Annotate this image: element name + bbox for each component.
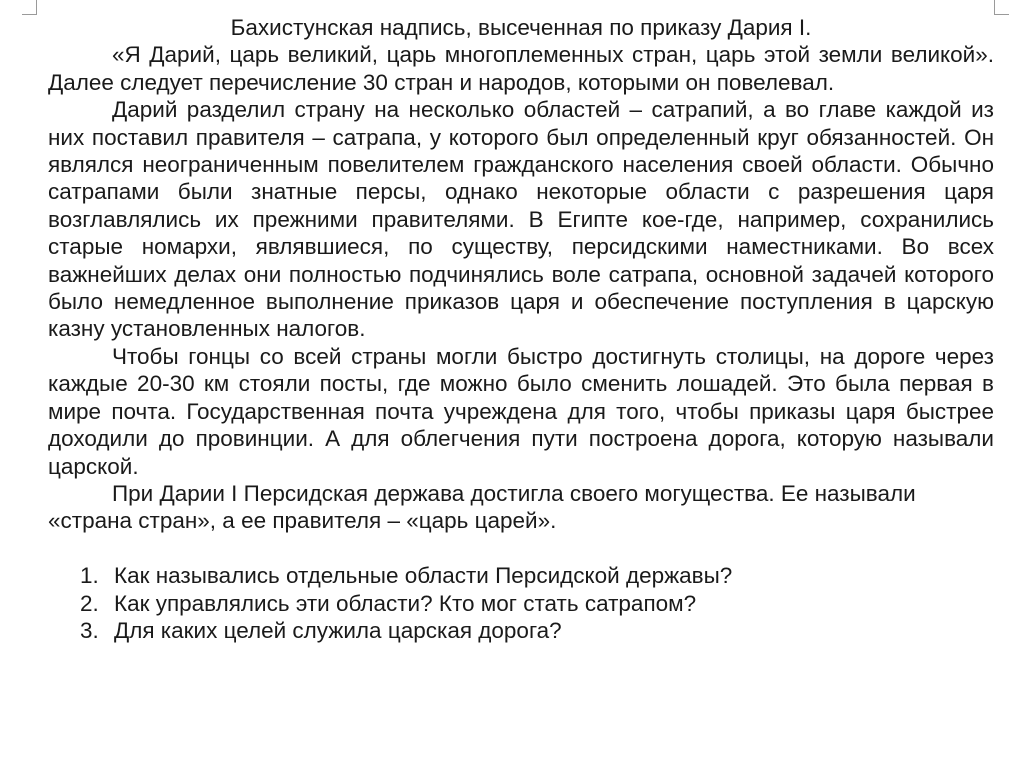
question-text: Для каких целей служила царская дорога? <box>114 617 562 643</box>
document-title: Бахистунская надпись, высеченная по приказу Дария I. <box>230 15 812 40</box>
question-item-3 <box>48 617 994 644</box>
question-number: 2. <box>80 590 99 616</box>
paragraph-satrapies: Дарий разделил страну на несколько областей – сатрапий, а во главе каждой из них поставил правителя – сатрапа, у которого был определенный круг обязанностей. Он являлся неограниченным повелителем гражданского населения своей области. Обычно сатрапами были знатные персы, однако некоторые области с разрешения царя возглавлялись их прежними правителями. В Египте кое-где, например, сохранились старые номархи, являвшиеся, по существу, персидскими наместниками. Во всех важнейших делах они полностью подчинялись воле сатрапа, основной задачей которого было немедленное выполнение приказов царя и обеспечение поступления в царскую казну установленных налогов. <box>48 97 994 342</box>
questions-list <box>48 562 994 644</box>
blank-line <box>48 535 994 562</box>
paragraph-inscription: «Я Дарий, царь великий, царь многоплеменных стран, царь этой земли великой». Далее следует перечисление 30 стран и народов, которыми он повелевал. <box>48 42 994 95</box>
question-text: Как назывались отдельные области Персидской державы? <box>114 563 733 589</box>
document-page <box>48 14 994 644</box>
question-item-1 <box>48 562 994 589</box>
question-text: Как управлялись эти области? Кто мог стать сатрапом? <box>114 590 697 616</box>
page-corner-marker-right <box>994 0 1009 15</box>
question-number: 1. <box>80 563 99 589</box>
question-number: 3. <box>80 617 99 643</box>
paragraph-royal-road: Чтобы гонцы со всей страны могли быстро достигнуть столицы, на дороге через каждые 20-30 км стояли посты, где можно было сменить лошадей. Это была первая в мире почта. Государственная почта учреждена для того, чтобы приказы царя быстрее доходили до провинции. А для облегчения пути построена дорога, которую называли царской. <box>48 343 994 479</box>
paragraph-power: При Дарии I Персидская держава достигла своего могущества. Ее называли «страна стран», а ее правителя – «царь царей». <box>48 480 916 534</box>
question-item-2 <box>48 590 994 617</box>
page-corner-marker-left <box>22 0 37 15</box>
